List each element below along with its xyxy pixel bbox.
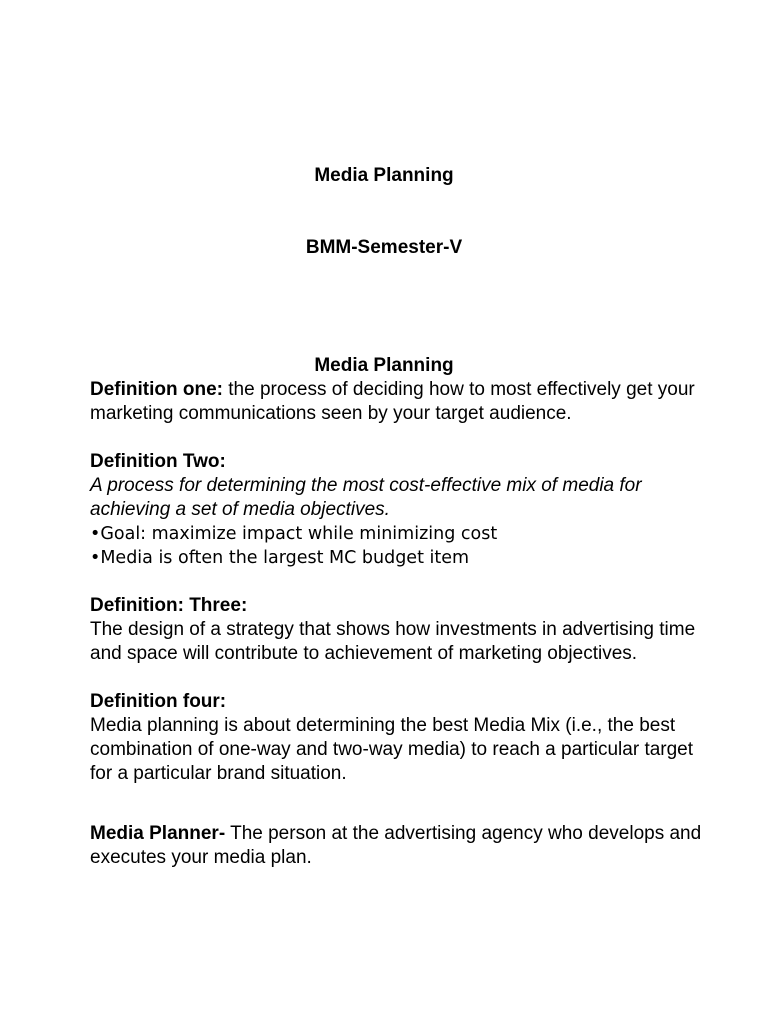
media-planner-label: Media Planner- <box>90 823 226 844</box>
media-planner-definition <box>90 822 710 870</box>
definition-two-text: A process for determining the most cost-effective mix of media for achieving a set of media objectives. <box>90 475 642 520</box>
bullet-item: •Goal: maximize impact while minimizing cost <box>90 524 498 544</box>
document-subtitle: BMM-Semester-V <box>305 237 463 258</box>
definition-two-label: Definition Two: <box>90 451 226 472</box>
definition-three-label: Definition: Three: <box>90 595 248 616</box>
definition-one-text: the process of deciding how to most effectively get your marketing communications seen by your target audience. <box>90 379 695 424</box>
definition-four-label: Definition four: <box>90 691 227 712</box>
section-title: Media Planning <box>314 355 454 376</box>
document-body <box>90 378 710 870</box>
media-planner-text: The person at the advertising agency who develops and executes your media plan. <box>90 823 702 868</box>
definition-three-text: The design of a strategy that shows how investments in advertising time and space will contribute to achievement of marketing objectives. <box>90 619 696 664</box>
definition-one <box>90 378 710 426</box>
bullet-item: •Media is often the largest MC budget item <box>90 548 470 568</box>
document-title: Media Planning <box>314 165 454 186</box>
definition-four-text: Media planning is about determining the best Media Mix (i.e., the best combination of one-way and two-way media) to reach a particular target for a particular brand situation. <box>90 715 694 784</box>
definition-one-label: Definition one: <box>90 379 223 400</box>
